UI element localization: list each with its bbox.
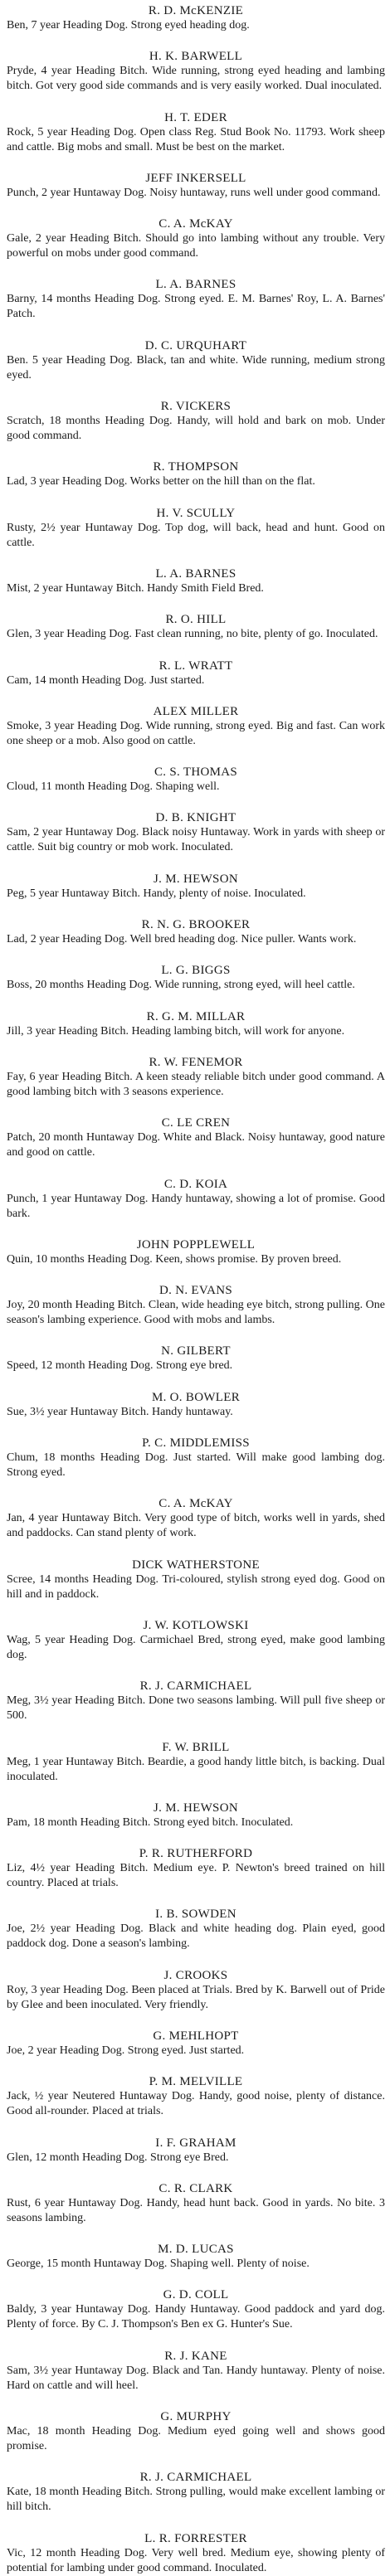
owner-name: G. D. COLL <box>163 2288 229 2302</box>
listing-entry <box>7 704 385 749</box>
listing-entry <box>7 1740 385 1785</box>
listing-entry <box>7 1618 385 1663</box>
owner-name: C. S. THOMAS <box>154 766 238 780</box>
owner-name: R. W. FENEMOR <box>149 1055 243 1069</box>
listing-entry <box>7 810 385 855</box>
owner-name: M. O. BOWLER <box>151 1390 241 1404</box>
listing-entry <box>7 1558 385 1602</box>
listing-entry <box>7 2409 385 2454</box>
owner-name: D. N. EVANS <box>158 1284 233 1298</box>
listing-entry <box>7 1679 385 1723</box>
owner-name: D. B. KNIGHT <box>155 811 236 825</box>
owner-name: D. C. URQUHART <box>144 338 247 352</box>
dog-description: Liz, 4½ year Heading Bitch. Medium eye. P. Newton's breed trained on hill country. Placed at trials. <box>7 1862 385 1890</box>
listing-entry <box>7 659 385 688</box>
owner-name: C. R. CLARK <box>158 2181 233 2195</box>
dog-description: Quin, 10 months Heading Dog. Keen, shows promise. By proven breed. <box>7 1252 342 1266</box>
dog-description: Patch, 20 month Huntaway Dog. White and Black. Noisy huntaway, good nature and good on cattle. <box>7 1131 385 1159</box>
listing-entry <box>7 917 385 947</box>
dog-description: Boss, 20 months Heading Dog. Wide running, strong eyed, will heel cattle. <box>7 979 355 992</box>
owner-name: R. N. G. BROOKER <box>141 918 251 932</box>
owner-name: J. M. HEWSON <box>154 872 238 886</box>
dog-description: Scree, 14 months Heading Dog. Tri-coloured, stylish strong eyed dog. Good on hill and in paddock. <box>7 1572 385 1601</box>
dog-description: Punch, 1 year Huntaway Dog. Handy huntaway, showing a lot of promise. Good bark. <box>7 1192 385 1220</box>
listing-entry <box>7 2242 385 2272</box>
listing-entry <box>7 1496 385 1541</box>
listing-entry <box>7 216 385 261</box>
owner-name: M. D. LUCAS <box>158 2243 234 2257</box>
dog-description: Ben. 5 year Heading Dog. Black, tan and white. Wide running, medium strong eyed. <box>7 353 385 382</box>
owner-name: H. K. BARWELL <box>149 50 243 64</box>
listing-entry <box>7 2029 385 2058</box>
dog-description: Joe, 2 year Heading Dog. Strong eyed. Just started. <box>7 2044 245 2057</box>
listing-entry <box>7 171 385 201</box>
dog-description: Meg, 1 year Huntaway Bitch. Beardie, a good handy little bitch, is backing. Dual inoculated. <box>7 1755 385 1783</box>
owner-name: R. THOMPSON <box>153 460 239 474</box>
listing-entry <box>7 1237 385 1267</box>
owner-name: J. CROOKS <box>163 1968 228 1982</box>
owner-name: I. F. GRAHAM <box>155 2136 236 2150</box>
owner-name: J. W. KOTLOWSKI <box>143 1618 249 1632</box>
owner-name: JEFF INKERSELL <box>145 171 246 185</box>
dog-description: Jack, ½ year Neutered Huntaway Dog. Handy, good noise, plenty of distance. Good all-rounder. Placed at trials. <box>7 2090 385 2118</box>
owner-name: ALEX MILLER <box>153 704 239 718</box>
owner-name: L. A. BARNES <box>155 278 236 292</box>
dog-description: Smoke, 3 year Heading Dog. Wide running, strong eyed. Big and fast. Can work one sheep or a mob. Also good on cattle. <box>7 719 385 747</box>
owner-name: I. B. SOWDEN <box>155 1908 236 1922</box>
listing-entry <box>7 1907 385 1951</box>
owner-name: P. M. MELVILLE <box>149 2075 243 2089</box>
listing-entry <box>7 506 385 551</box>
owner-name: G. MEHLHOPT <box>153 2029 239 2043</box>
listing-entry <box>7 963 385 993</box>
owner-name: R. J. CARMICHAEL <box>139 1679 252 1694</box>
owner-name: P. C. MIDDLEMISS <box>142 1436 250 1451</box>
listing-entry <box>7 566 385 596</box>
dog-description: Pam, 18 month Heading Bitch. Strong eyed bitch. Inoculated. <box>7 1815 294 1829</box>
dog-description: Sam, 3½ year Huntaway Dog. Black and Tan. Handy huntaway. Plenty of noise. Hard on cattle and will heel. <box>7 2364 385 2392</box>
listing-entry <box>7 1390 385 1420</box>
dog-description: Ben, 7 year Heading Dog. Strong eyed heading dog. <box>7 19 250 32</box>
owner-name: G. MURPHY <box>160 2410 232 2424</box>
listing-entry <box>7 765 385 795</box>
dog-description: Barny, 14 months Heading Dog. Strong eyed. E. M. Barnes' Roy, L. A. Barnes' Patch. <box>7 293 385 321</box>
dog-description: Joe, 2½ year Heading Dog. Black and white heading dog. Plain eyed, good paddock dog. Done a season's lambing. <box>7 1922 385 1951</box>
dog-description: Roy, 3 year Heading Dog. Been placed at Trials. Bred by K. Barwell out of Pride by Glee and been inoculated. Very friendly. <box>7 1983 385 2011</box>
listing-entry <box>7 1009 385 1039</box>
listing-entry <box>7 3 385 33</box>
dog-description: Glen, 3 year Heading Dog. Fast clean running, no bite, plenty of go. Inoculated. <box>7 628 378 641</box>
dog-description: Scratch, 18 months Heading Dog. Handy, will hold and bark on mob. Under good command. <box>7 415 385 443</box>
dog-description: Jan, 4 year Huntaway Bitch. Very good type of bitch, works well in yards, shed and paddocks. Can stand plenty of work. <box>7 1512 385 1540</box>
dog-description: Sue, 3½ year Huntaway Bitch. Handy huntaway. <box>7 1405 233 1418</box>
owner-name: N. GILBERT <box>161 1344 231 1358</box>
dog-description: Lad, 2 year Heading Dog. Well bred heading dog. Nice puller. Wants work. <box>7 933 357 946</box>
listing-entry <box>7 2136 385 2165</box>
owner-name: P. R. RUTHERFORD <box>139 1847 253 1861</box>
listing-entry <box>7 49 385 94</box>
listing-entry <box>7 1283 385 1328</box>
owner-name: DICK WATHERSTONE <box>132 1558 260 1572</box>
listing-entry <box>7 2349 385 2394</box>
dog-description: Wag, 5 year Heading Dog. Carmichael Bred, strong eyed, make good lambing dog. <box>7 1633 385 1661</box>
listing-entry <box>7 2287 385 2332</box>
dog-description: Speed, 12 month Heading Dog. Strong eye bred. <box>7 1359 233 1373</box>
dog-description: Joy, 20 month Heading Bitch. Clean, wide heading eye bitch, strong pulling. One season's lambing experience. Good with mobs and lambs. <box>7 1299 385 1327</box>
dog-description: Rock, 5 year Heading Dog. Open class Reg. Stud Book No. 11793. Work sheep and cattle. Big mobs and small. Must be best on the market. <box>7 125 385 153</box>
listing-entry <box>7 612 385 642</box>
owner-name: C. D. KOIA <box>163 1177 228 1191</box>
dog-description: Rusty, 2½ year Huntaway Dog. Top dog, will back, head and hunt. Good on cattle. <box>7 521 385 549</box>
dog-description: Cam, 14 month Heading Dog. Just started. <box>7 673 205 687</box>
listing-entry <box>7 1846 385 1891</box>
dog-description: Meg, 3½ year Heading Bitch. Done two seasons lambing. Will pull five sheep or 500. <box>7 1694 385 1723</box>
owner-name: L. A. BARNES <box>155 566 236 581</box>
listing-entry <box>7 2470 385 2515</box>
owner-name: R. G. M. MILLAR <box>146 1009 246 1023</box>
listing-entry <box>7 1115 385 1160</box>
owner-name: R. D. McKENZIE <box>148 4 244 17</box>
owner-name: R. J. KANE <box>164 2349 227 2363</box>
dog-description: Jill, 3 year Heading Bitch. Heading lambing bitch, will work for anyone. <box>7 1024 345 1038</box>
listing-entry <box>7 277 385 322</box>
dog-description: Gale, 2 year Heading Bitch. Should go into lambing without any trouble. Very powerful on mobs under good command. <box>7 232 385 260</box>
dog-description: Pryde, 4 year Heading Bitch. Wide running, strong eyed heading and lambing bitch. Got very good side commands and is very easily worked. Dual inoculated. <box>7 65 385 93</box>
owner-name: R. L. WRATT <box>158 659 233 673</box>
owner-name: H. V. SCULLY <box>156 506 236 520</box>
owner-name: J. M. HEWSON <box>154 1801 238 1815</box>
owner-name: C. A. McKAY <box>158 217 233 231</box>
dog-description: Rust, 6 year Huntaway Dog. Handy, head hunt back. Good in yards. No bite. 3 seasons lambing. <box>7 2196 385 2224</box>
listing-entry <box>7 110 385 155</box>
listing-entry <box>7 1055 385 1100</box>
dog-description: Peg, 5 year Huntaway Bitch. Handy, plenty of noise. Inoculated. <box>7 887 306 900</box>
dog-description: Sam, 2 year Huntaway Dog. Black noisy Huntaway. Work in yards with sheep or cattle. Suit big country or mob work. Inoculated. <box>7 826 385 854</box>
listing-entry <box>7 2181 385 2226</box>
owner-name: R. O. HILL <box>165 613 227 627</box>
dog-description: George, 15 month Huntaway Dog. Shaping well. Plenty of noise. <box>7 2258 310 2271</box>
listing-entry <box>7 872 385 902</box>
dog-description: Kate, 18 month Heading Bitch. Strong pulling, would make excellent lambing or hill bitch. <box>7 2486 385 2514</box>
listing-entry <box>7 1344 385 1373</box>
owner-name: L. G. BIGGS <box>161 964 231 978</box>
listing-entry <box>7 1436 385 1480</box>
dog-description: Vic, 12 month Heading Dog. Very well bred. Medium eye, showing plenty of potential for lambing under good command. Inoculated. <box>7 2546 385 2574</box>
owner-name: R. VICKERS <box>160 400 232 414</box>
listing-entry <box>7 1177 385 1222</box>
owner-name: L. R. FORRESTER <box>144 2531 247 2545</box>
dog-description: Mac, 18 month Heading Dog. Medium eyed going well and shows good promise. <box>7 2425 385 2453</box>
owner-name: C. A. McKAY <box>158 1497 233 1511</box>
owner-name: C. LE CREN <box>161 1116 231 1130</box>
dog-description: Punch, 2 year Huntaway Dog. Noisy huntaway, runs well under good command. <box>7 186 381 199</box>
listing-entry <box>7 459 385 489</box>
listing-entry <box>7 399 385 444</box>
listing-entry <box>7 1801 385 1830</box>
owner-name: JOHN POPPLEWELL <box>136 1237 256 1252</box>
listing-entry <box>7 338 385 383</box>
dog-description: Baldy, 3 year Huntaway Dog. Handy Huntaway. Good paddock and yard dog. Plenty of force. By C. J. Thompson's Ben ex G. Hunter's Sue. <box>7 2303 385 2331</box>
dog-description: Mist, 2 year Huntaway Bitch. Handy Smith Field Bred. <box>7 581 264 595</box>
dog-description: Fay, 6 year Heading Bitch. A keen steady reliable bitch under good command. A good lambing bitch with 3 seasons experience. <box>7 1070 385 1098</box>
listing-entry <box>7 2531 385 2576</box>
listing-entry <box>7 2074 385 2119</box>
dog-description: Cloud, 11 month Heading Dog. Shaping well. <box>7 780 220 794</box>
owner-name: H. T. EDER <box>164 110 227 124</box>
owner-name: R. J. CARMICHAEL <box>139 2471 252 2485</box>
dog-description: Glen, 12 month Heading Dog. Strong eye Bred. <box>7 2151 229 2164</box>
dog-description: Chum, 18 months Heading Dog. Just started. Will make good lambing dog. Strong eyed. <box>7 1451 385 1480</box>
dog-description: Lad, 3 year Heading Dog. Works better on the hill than on the flat. <box>7 475 315 488</box>
listing-entry <box>7 1968 385 2013</box>
owner-name: F. W. BRILL <box>162 1740 230 1754</box>
